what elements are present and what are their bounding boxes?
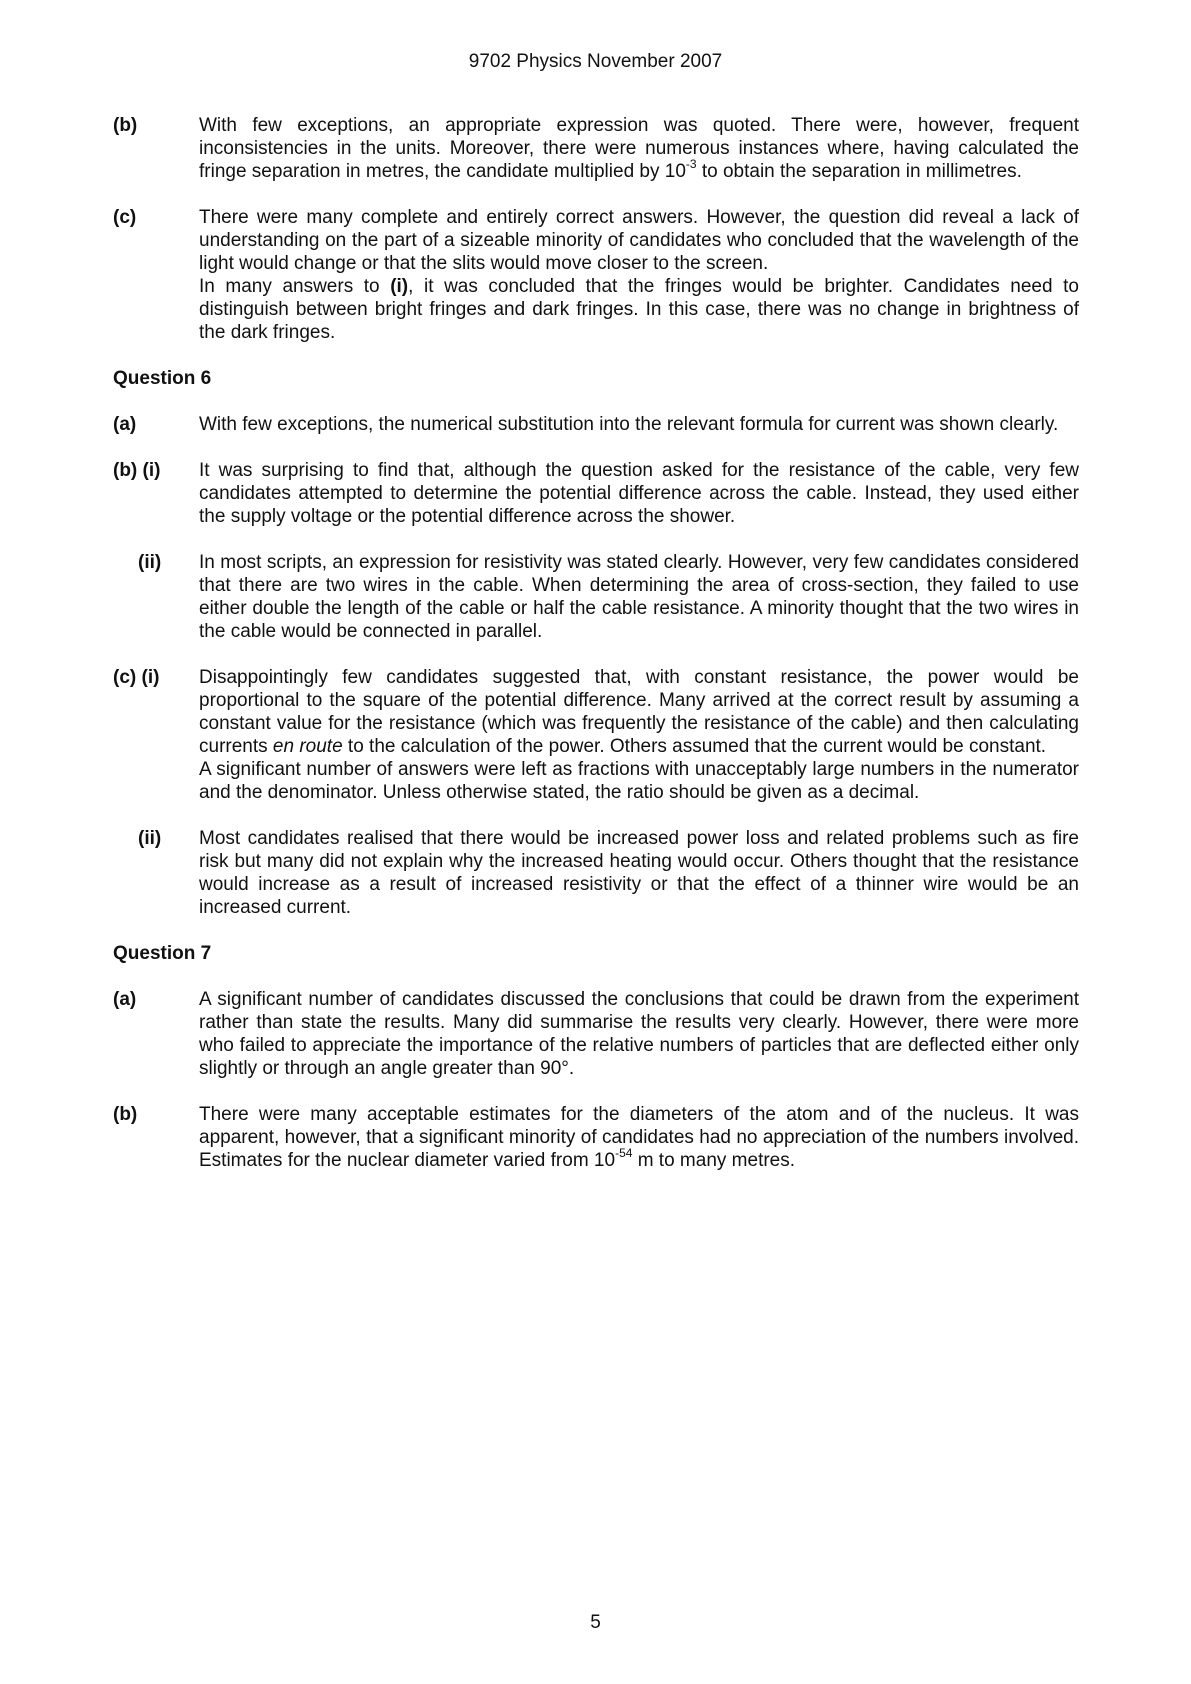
- text-run: to the calculation of the power. Others assumed that the current would be constant.: [342, 736, 1047, 757]
- paragraph: There were many complete and entirely correct answers. However, the question did reveal a lack of understanding on the part of a sizeable minority of candidates who concluded that the wavelength of the light would change or that the slits would move closer to the screen.: [199, 207, 1079, 274]
- text-run: to obtain the separation in millimetres.: [696, 161, 1022, 182]
- paragraph: A significant number of answers were left as fractions with unacceptably large numbers in the numerator and the denominator. Unless otherwise stated, the ratio should be given as a decimal.: [199, 759, 1079, 803]
- text-run: With few exceptions, an appropriate expression was quoted. There were, however, frequent inconsistencies in the units. Moreover, there were numerous instances where, having calculated the fringe separation in metres, the candidate multiplied by 10: [199, 115, 1079, 182]
- item-text: [199, 1103, 1079, 1172]
- item-text: With few exceptions, the numerical substitution into the relevant formula for current was shown clearly.: [199, 414, 1059, 435]
- question-5b: [113, 114, 1079, 183]
- item-label: (b): [113, 1104, 138, 1125]
- item-text: [199, 114, 1079, 183]
- paragraph: [199, 666, 1079, 758]
- item-text: [199, 666, 1079, 804]
- question-7a: [113, 988, 1079, 1080]
- item-label: (a): [113, 414, 137, 435]
- item-text: A significant number of candidates discussed the conclusions that could be drawn from the experiment rather than state the results. Many did summarise the results very clearly. However, there were more who failed to appreciate the importance of the relative numbers of particles that are deflected either only slightly or through an angle greater than 90°.: [199, 989, 1079, 1079]
- text-run: Disappointingly few candidates suggested that, with constant resistance, the power would be proportional to the square of the potential difference. Many arrived at the correct result by assuming a constant value for the resistance (which was frequently the resistance of the cable) and then calculating currents: [199, 667, 1079, 757]
- item-label: (a): [113, 989, 137, 1010]
- text-run: m to many metres.: [632, 1150, 796, 1171]
- superscript-exponent: -3: [685, 156, 697, 171]
- page-header: 9702 Physics November 2007: [468, 51, 723, 72]
- page-number: 5: [590, 1612, 601, 1633]
- item-label: (b) (i): [113, 460, 161, 481]
- question-6bii: [113, 551, 1079, 643]
- question-6ci: [113, 666, 1079, 804]
- item-text: Most candidates realised that there would be increased power loss and related problems such as fire risk but many did not explain why the increased heating would occur. Others thought that the resistance would increase as a result of increased resistivity or that the effect of a thinner wire would be an increased current.: [199, 828, 1079, 918]
- superscript-exponent: -54: [615, 1145, 633, 1160]
- item-text: [199, 206, 1079, 344]
- text-run: There were many acceptable estimates for the diameters of the atom and of the nucleus. It was apparent, however, that a significant minority of candidates had no appreciation of the numbers involved. Estimates for the nuclear diameter varied from 10: [199, 1104, 1079, 1171]
- question-7-heading: Question 7: [113, 943, 212, 964]
- question-5c: [113, 206, 1079, 344]
- question-7b: [113, 1103, 1079, 1172]
- text-run: , it was concluded that the fringes would be brighter. Candidates need to distinguish between bright fringes and dark fringes. In this case, there was no change in brightness of the dark fringes.: [199, 276, 1079, 343]
- question-6-heading: Question 6: [113, 368, 212, 389]
- text-run: In many answers to: [199, 276, 391, 297]
- report-content: [113, 114, 1079, 1195]
- item-label: (b): [113, 115, 138, 136]
- bold-reference: (i): [390, 276, 409, 297]
- item-text: In most scripts, an expression for resistivity was stated clearly. However, very few candidates considered that there are two wires in the cable. When determining the area of cross-section, they failed to use either double the length of the cable or half the cable resistance. A minority thought that the two wires in the cable would be connected in parallel.: [199, 552, 1079, 642]
- item-label: (ii): [138, 828, 162, 849]
- item-label: (c): [113, 207, 137, 228]
- item-text: It was surprising to find that, although the question asked for the resistance of the cable, very few candidates attempted to determine the potential difference across the cable. Instead, they used either the supply voltage or the potential difference across the shower.: [199, 460, 1079, 527]
- paragraph: [199, 275, 1079, 344]
- question-6a: [113, 413, 1079, 436]
- question-6bi: [113, 459, 1079, 528]
- item-label: (ii): [138, 552, 162, 573]
- item-label: (c) (i): [113, 667, 160, 688]
- italic-phrase: en route: [272, 736, 343, 757]
- question-6cii: [113, 827, 1079, 919]
